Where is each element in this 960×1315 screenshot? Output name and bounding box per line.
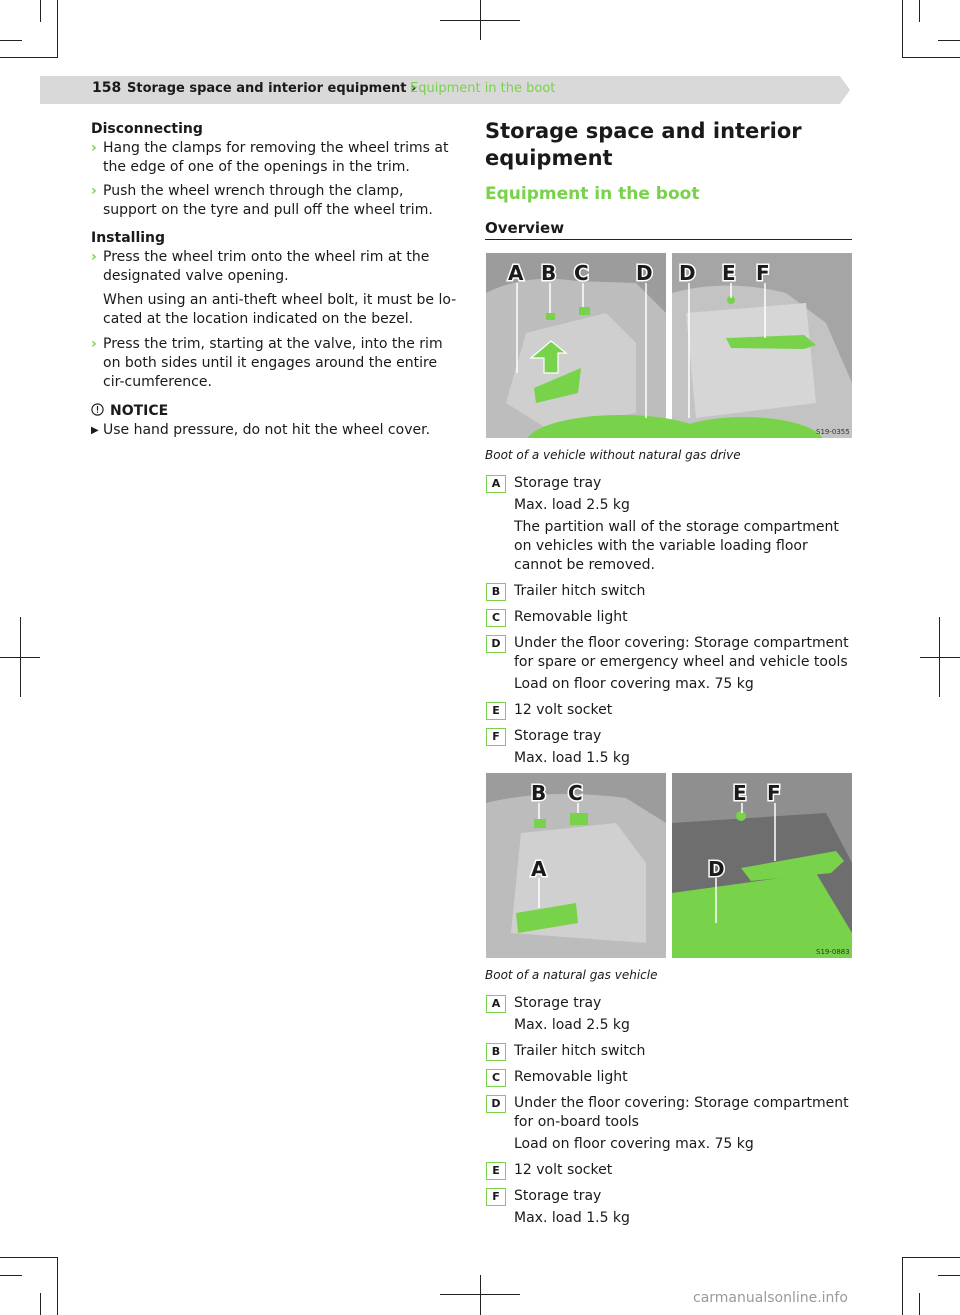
notice-heading: [91, 402, 461, 421]
triangle-right-icon: ▶: [91, 425, 99, 436]
figure-label: E: [733, 781, 747, 805]
item-text: Storage tray: [514, 475, 602, 491]
item-key: D: [486, 1095, 506, 1113]
item-sub: Max. load 2.5 kg: [514, 1017, 630, 1033]
list-item: [486, 474, 856, 575]
item-text: 12 volt socket: [514, 1162, 613, 1178]
subsection-title: Overview: [485, 219, 565, 237]
item-sub: Load on floor covering max. 75 kg: [514, 1136, 754, 1152]
item-sub: The partition wall of the storage compartment on vehicles with the variable loading floor cannot be removed.: [514, 519, 839, 573]
figure-label: D: [636, 261, 653, 285]
item-key: F: [486, 1188, 506, 1206]
figure-boot-natural-gas: [486, 773, 852, 958]
section-title: Equipment in the boot: [485, 184, 700, 204]
list-item: [486, 994, 856, 1035]
figure-label: E: [722, 261, 736, 285]
list-item: [486, 727, 856, 768]
item-text: Under the floor covering: Storage compartment for on-board tools: [514, 1095, 849, 1130]
figure-label: C: [574, 261, 589, 285]
chevron-icon: ›: [91, 183, 97, 199]
figure-ref: S19-0355: [816, 428, 850, 436]
item-text: Storage tray: [514, 1188, 602, 1204]
item-text: 12 volt socket: [514, 702, 613, 718]
item-key: E: [486, 1162, 506, 1180]
list-item: [486, 1094, 856, 1154]
step-text: Press the trim, starting at the valve, into the rim on both sides until it engages around the entire cir-cumference.: [103, 336, 443, 390]
figure-boot-standard: [486, 253, 852, 438]
item-key: C: [486, 609, 506, 627]
legend-list-standard: [486, 474, 856, 775]
list-item: [486, 1042, 856, 1061]
figure-label: D: [708, 857, 725, 881]
list-item: [486, 608, 856, 627]
figure-label: D: [679, 261, 696, 285]
item-key: B: [486, 1043, 506, 1061]
installing-step: [91, 248, 461, 286]
item-key: C: [486, 1069, 506, 1087]
notice-item: [91, 421, 461, 440]
watermark: carmanualsonline.info: [693, 1290, 848, 1306]
notice-text: Use hand pressure, do not hit the wheel cover.: [103, 422, 431, 438]
list-item: [486, 1187, 856, 1228]
notice-box: [91, 402, 461, 440]
figure-label: F: [767, 781, 781, 805]
item-sub: Max. load 1.5 kg: [514, 750, 630, 766]
chevron-icon: ›: [91, 140, 97, 156]
list-item: [486, 701, 856, 720]
figure-label: A: [508, 261, 524, 285]
chapter-title: Storage space and interior equipment: [485, 119, 802, 170]
breadcrumb-section: Storage space and interior equipment ›: [127, 81, 417, 96]
left-column: [91, 120, 461, 440]
disconnecting-step: [91, 139, 461, 177]
item-text: Storage tray: [514, 995, 602, 1011]
item-text: Removable light: [514, 1069, 628, 1085]
item-text: Trailer hitch switch: [514, 1043, 646, 1059]
page-number: 158: [92, 80, 122, 96]
item-text: Under the floor covering: Storage compartment for spare or emergency wheel and vehicle tools: [514, 635, 849, 670]
disconnecting-title: Disconnecting: [91, 121, 203, 137]
installing-note: When using an anti-theft wheel bolt, it must be lo-cated at the location indicated on the bezel.: [103, 292, 457, 327]
figure-label: A: [531, 857, 547, 881]
item-key: E: [486, 702, 506, 720]
figure-caption: Boot of a natural gas vehicle: [485, 968, 658, 982]
boot-photo-standard: [486, 253, 852, 438]
step-text: Press the wheel trim onto the wheel rim at the designated valve opening.: [103, 249, 430, 284]
item-sub: Max. load 1.5 kg: [514, 1210, 630, 1226]
list-item: [486, 582, 856, 601]
chevron-icon: ›: [91, 336, 97, 352]
chevron-icon: ›: [91, 249, 97, 265]
step-text: Push the wheel wrench through the clamp, support on the tyre and pull off the wheel trim.: [103, 183, 433, 218]
figure-label: B: [541, 261, 557, 285]
list-item: [486, 1068, 856, 1087]
disconnecting-step: [91, 182, 461, 220]
item-key: A: [486, 475, 506, 493]
breadcrumb-current: Equipment in the boot: [410, 81, 556, 96]
item-sub: Max. load 2.5 kg: [514, 497, 630, 513]
legend-list-natural-gas: [486, 994, 856, 1235]
item-key: A: [486, 995, 506, 1013]
installing-title: Installing: [91, 230, 166, 246]
figure-label: C: [568, 781, 583, 805]
installing-step: [91, 335, 461, 392]
item-key: D: [486, 635, 506, 653]
figure-label: F: [756, 261, 770, 285]
list-item: [486, 634, 856, 694]
item-sub: Load on floor covering max. 75 kg: [514, 676, 754, 692]
step-text: Hang the clamps for removing the wheel trims at the edge of one of the openings in the trim.: [103, 140, 449, 175]
item-key: F: [486, 728, 506, 746]
figure-ref: S19-0883: [816, 948, 850, 956]
list-item: [486, 1161, 856, 1180]
heading-rule: [485, 239, 852, 240]
notice-title: NOTICE: [110, 403, 169, 419]
item-text: Removable light: [514, 609, 628, 625]
item-text: Storage tray: [514, 728, 602, 744]
boot-photo-natural-gas: [486, 773, 852, 958]
figure-label: B: [531, 781, 547, 805]
item-key: B: [486, 583, 506, 601]
info-icon: [91, 403, 104, 416]
item-text: Trailer hitch switch: [514, 583, 646, 599]
figure-caption: Boot of a vehicle without natural gas drive: [485, 448, 741, 462]
